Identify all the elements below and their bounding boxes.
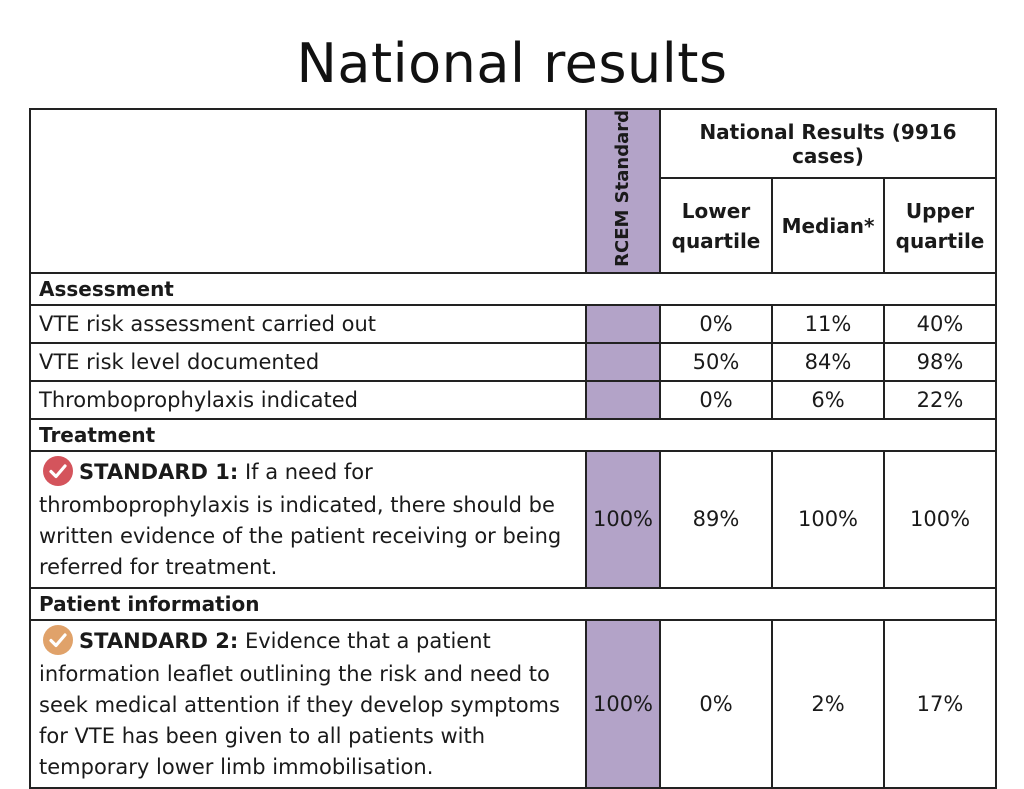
rcem-standard-header xyxy=(586,109,660,273)
section-row-assessment xyxy=(30,273,996,305)
lower-quartile-cell: 50% xyxy=(660,343,772,381)
table-row xyxy=(30,343,996,381)
section-label: Patient information xyxy=(30,588,996,620)
standard-1-row xyxy=(30,451,996,588)
section-label: Treatment xyxy=(30,419,996,451)
section-row-treatment xyxy=(30,419,996,451)
results-table xyxy=(29,108,997,789)
median-cell: 11% xyxy=(772,305,884,343)
standard-2-description xyxy=(30,620,586,788)
upper-quartile-header: Upper quartile xyxy=(884,178,996,272)
national-results-header: National Results (9916 cases) xyxy=(660,109,996,178)
check-circle-icon xyxy=(43,625,73,655)
table-row xyxy=(30,381,996,419)
standard-1-description xyxy=(30,451,586,588)
page-title: National results xyxy=(296,32,728,95)
lower-quartile-cell: 0% xyxy=(660,620,772,788)
row-label: VTE risk assessment carried out xyxy=(30,305,586,343)
header-row-1 xyxy=(30,109,996,178)
lower-quartile-header: Lower quartile xyxy=(660,178,772,272)
table-row xyxy=(30,305,996,343)
header-empty-cell xyxy=(30,109,586,273)
standard-1-text: If a need for thromboprophylaxis is indicated, there should be written evidence of the patient receiving or being referred for treatment. xyxy=(39,459,562,579)
upper-quartile-cell: 100% xyxy=(884,451,996,588)
median-cell: 84% xyxy=(772,343,884,381)
standard-cell: 100% xyxy=(586,620,660,788)
lower-quartile-cell: 0% xyxy=(660,381,772,419)
section-row-patient-information xyxy=(30,588,996,620)
standard-2-row xyxy=(30,620,996,788)
standard-2-label: STANDARD 2: xyxy=(79,628,239,653)
standard-cell xyxy=(586,381,660,419)
standard-cell: 100% xyxy=(586,451,660,588)
median-cell: 100% xyxy=(772,451,884,588)
median-header: Median* xyxy=(772,178,884,272)
median-cell: 6% xyxy=(772,381,884,419)
upper-quartile-cell: 22% xyxy=(884,381,996,419)
upper-quartile-cell: 40% xyxy=(884,305,996,343)
median-cell: 2% xyxy=(772,620,884,788)
standard-cell xyxy=(586,343,660,381)
standard-2-text: Evidence that a patient information leaflet outlining the risk and need to seek medical attention if they develop symptoms for VTE has been given to all patients with temporary lower limb immobilisation. xyxy=(39,628,560,779)
row-label: VTE risk level documented xyxy=(30,343,586,381)
section-label: Assessment xyxy=(30,273,996,305)
standard-1-label: STANDARD 1: xyxy=(79,459,239,484)
rcem-standard-label: RCEM Standard xyxy=(612,110,633,267)
standard-cell xyxy=(586,305,660,343)
row-label: Thromboprophylaxis indicated xyxy=(30,381,586,419)
lower-quartile-cell: 89% xyxy=(660,451,772,588)
check-circle-icon xyxy=(43,456,73,486)
upper-quartile-cell: 17% xyxy=(884,620,996,788)
lower-quartile-cell: 0% xyxy=(660,305,772,343)
upper-quartile-cell: 98% xyxy=(884,343,996,381)
